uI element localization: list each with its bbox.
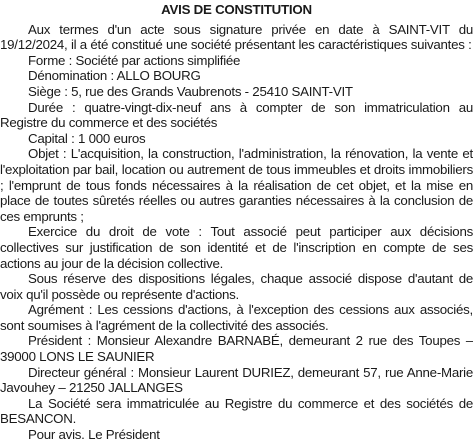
- name-paragraph: Dénomination : ALLO BOURG: [28, 68, 201, 84]
- duration-paragraph: Durée : quatre-vingt-dix-neuf ans à compter de son immatriculation au Registre du commerce et des sociétés: [0, 99, 473, 131]
- form-paragraph: Forme : Société par actions simplifiée: [28, 52, 241, 68]
- purpose-paragraph: Objet : L'acquisition, la construction, l'administration, la rénovation, la vente et l'exploitation par bail, location ou autrement de tous immeubles et droits immobiliers ; l'emprunt de tous fonds nécessaires à la réalisation de cet objet, et la mise en place de toutes sûretés réelles ou autres garanties nécessaires à la conclusion de ces emprunts ;: [0, 146, 473, 224]
- notice-title: AVIS DE CONSTITUTION: [161, 2, 312, 17]
- capital-paragraph: Capital : 1 000 euros: [28, 130, 146, 146]
- president-paragraph: Président : Monsieur Alexandre BARNABÉ, demeurant 2 rue des Toupes – 39000 LONS LE SAUNIER: [0, 333, 473, 365]
- registration-paragraph: La Société sera immatriculée au Registre du commerce et des sociétés de BESANCON.: [0, 395, 473, 427]
- seat-paragraph: Siège : 5, rue des Grands Vaubrenots - 25410 SAINT-VIT: [28, 83, 353, 99]
- signature-paragraph: Pour avis. Le Président: [28, 427, 160, 443]
- approval-paragraph: Agrément : Les cessions d'actions, à l'exception des cessions aux associés, sont soumises à l'agrément de la collectivité des associés.: [0, 302, 473, 333]
- intro-paragraph: Aux termes d'un acte sous signature privée en date à SAINT-VIT du 19/12/2024, il a été constitué une société présentant les caractéristiques suivantes :: [0, 21, 473, 53]
- votes-paragraph: Sous réserve des dispositions légales, chaque associé dispose d'autant de voix qu'il possède ou représente d'actions.: [0, 271, 473, 302]
- general-director-paragraph: Directeur général : Monsieur Laurent DURIEZ, demeurant 57, rue Anne-Marie Javouhey – 21250 JALLANGES: [0, 364, 473, 396]
- voting-paragraph: Exercice du droit de vote : Tout associé peut participer aux décisions collectives sur justification de son identité et de l'inscription en compte de ses actions au jour de la décision collective.: [0, 224, 473, 271]
